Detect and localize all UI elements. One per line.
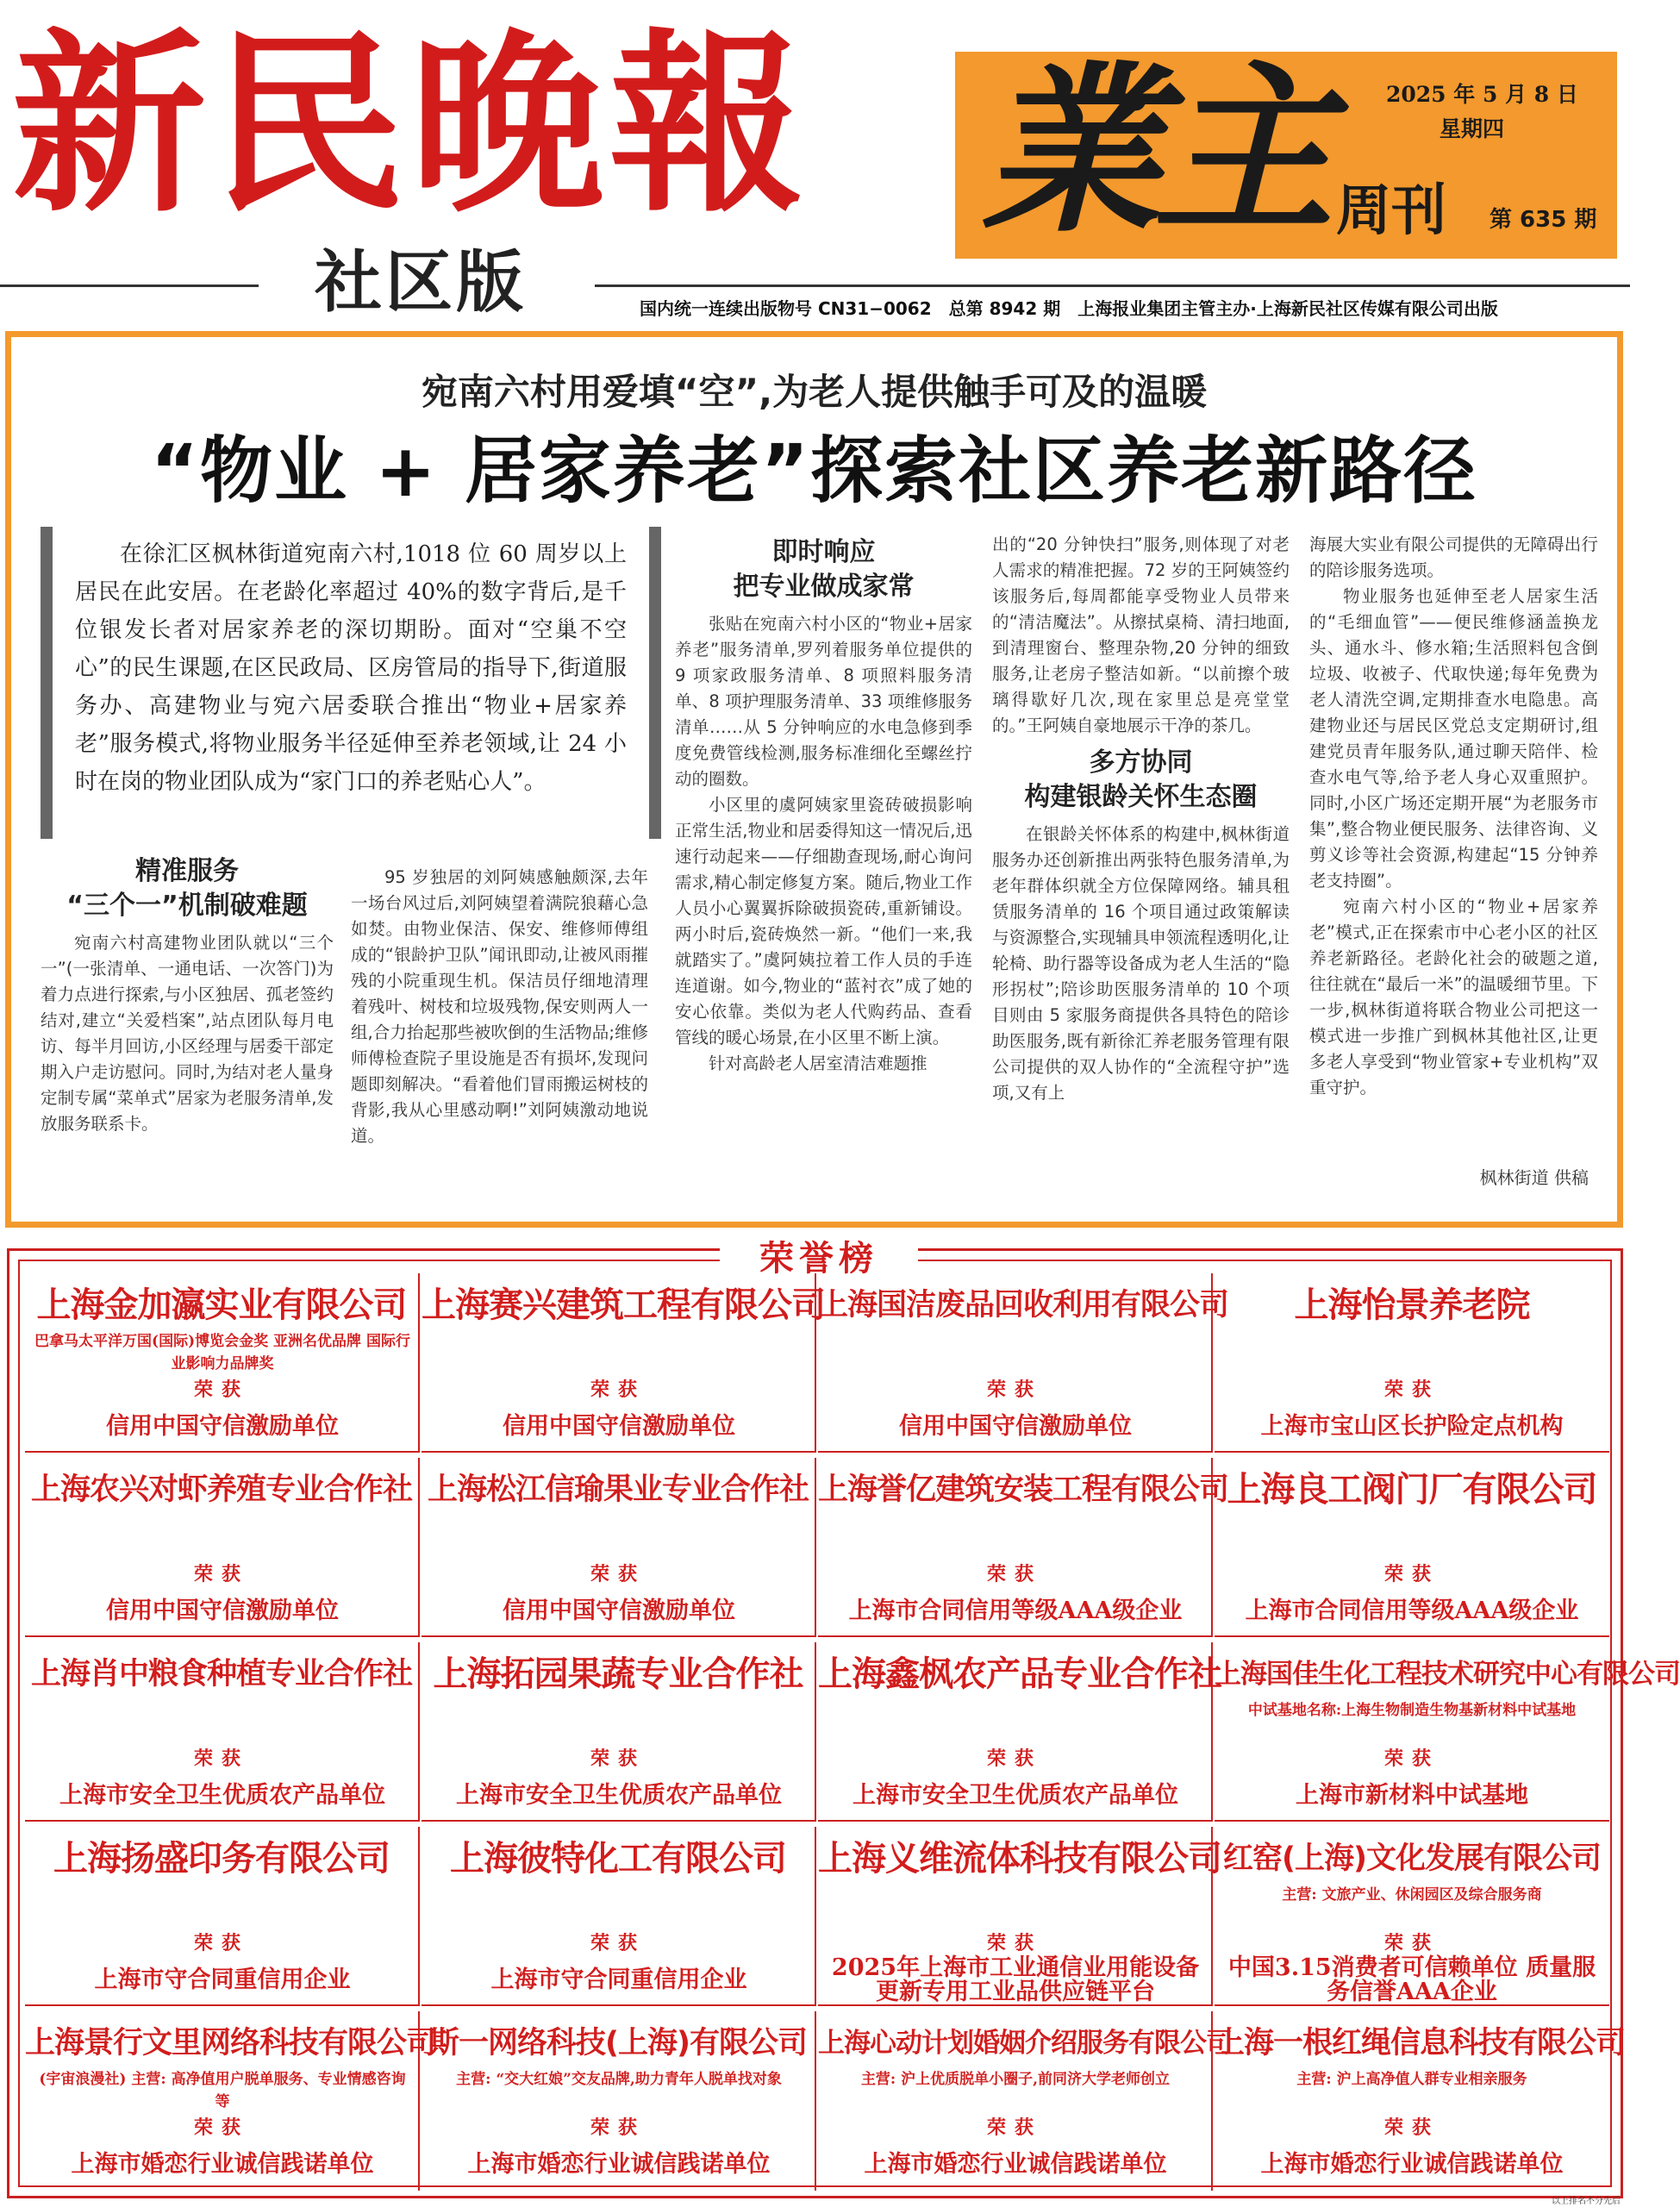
honor-cell: [818, 2011, 1232, 2191]
honor-get-label: 荣获: [1383, 1932, 1440, 1954]
honor-get-label: 荣获: [590, 1379, 646, 1401]
honor-cell: [818, 1642, 1221, 1822]
award-title: 信用中国守信激励单位: [106, 1597, 339, 1624]
section-title: 把专业做成家常: [733, 572, 915, 602]
company-name: 上海一根红绳信息科技有限公司: [1215, 2026, 1626, 2060]
company-name: 上海国佳生化工程技术研究中心有限公司: [1215, 1659, 1680, 1690]
award-title: 信用中国守信激励单位: [503, 1413, 735, 1440]
award-title: 信用中国守信激励单位: [899, 1413, 1132, 1440]
honor-get-label: 荣获: [590, 1563, 646, 1585]
publication-info: 国内统一连续出版物号 CN31−0062 总第 8942 期 上海报业集团主管主办·上海新民社区传媒有限公司出版: [640, 298, 1498, 319]
company-name: 上海赛兴建筑工程有限公司: [422, 1285, 825, 1325]
honor-cell: [25, 1827, 420, 2006]
section-title: 多方协同: [1089, 747, 1193, 778]
honor-get-label: 荣获: [590, 2116, 646, 2139]
company-name: 上海肖中粮食种植专业合作社: [30, 1657, 412, 1691]
issue-date: 2025 年 5 月 8 日: [1386, 82, 1578, 107]
company-name: 上海义维流体科技有限公司: [818, 1839, 1221, 1879]
masthead-rule: [0, 284, 259, 287]
award-title: 上海市合同信用等级AAA级企业: [848, 1597, 1183, 1624]
company-note: 主营: “交大红娘”交友品牌,助力青年人脱单找对象: [456, 2071, 782, 2088]
award-title: 上海市守合同重信用企业: [94, 1966, 351, 1993]
article-paragraph: 宛南六村小区的“物业+居家养老”模式,正在探索市中心老小区的社区养老新路径。老龄化社会的破题之道,往往就在“最后一米”的温暖细节里。下一步,枫林街道将联合物业公司把这一模式进一步推广到枫林其他社区,让更多老人享受到“物业管家+专业机构”双重守护。: [1309, 897, 1598, 1097]
company-note: 主营: 沪上优质脱单小圈子,前同济大学老师创立: [860, 2071, 1171, 2088]
masthead-rule: [595, 284, 1630, 287]
honor-cell: [1215, 1273, 1609, 1453]
honor-cell: [422, 1273, 825, 1453]
article-paragraph: 针对高龄老人居室清洁难题推: [709, 1053, 927, 1073]
newspaper-title: 新民晚報: [12, 11, 809, 239]
award-title: 上海市宝山区长护险定点机构: [1260, 1413, 1564, 1440]
article-column-1: [41, 854, 334, 1199]
company-name: 上海景行文里网络科技有限公司: [25, 2026, 436, 2060]
honor-get-label: 荣获: [193, 1747, 249, 1770]
article-paragraph: 张贴在宛南六村小区的“物业+居家养老”服务清单,罗列着服务单位提供的 9 项家政服务清单、8 项照料服务清单、8 项护理服务清单、33 项维修服务清单……从 5 分钟响应的水电急修到季度免费管线检测,服务标准细化至螺丝拧动的圈数。: [675, 614, 972, 789]
award-title: 信用中国守信激励单位: [503, 1597, 735, 1624]
company-name: 上海金加瀛实业有限公司: [36, 1285, 407, 1325]
award-title: 上海市安全卫生优质农产品单位: [59, 1782, 385, 1809]
section-title: “三个一”机制破难题: [66, 891, 308, 921]
section-title: 构建银龄关怀生态圈: [1024, 782, 1258, 812]
company-note: 主营: 沪上高净值人群专业相亲服务: [1296, 2071, 1527, 2088]
honor-cell: [818, 1458, 1229, 1637]
honor-get-label: 荣获: [1383, 1563, 1440, 1585]
company-name: 上海农兴对虾养殖专业合作社: [30, 1472, 412, 1507]
masthead: [0, 0, 1630, 323]
article-byline: 枫林街道 供稿: [1479, 1167, 1589, 1188]
company-name: 上海良工阀门厂有限公司: [1227, 1470, 1597, 1510]
honor-cell: [1215, 1827, 1609, 2006]
honor-get-label: 荣获: [193, 1932, 249, 1954]
issue-number: 第 635 期: [1490, 207, 1597, 233]
award-title: 上海市婚恋行业诚信践诺单位: [864, 2151, 1167, 2178]
honor-get-label: 荣获: [1383, 2116, 1440, 2139]
honor-get-label: 荣获: [1383, 1747, 1440, 1770]
company-name: 上海拓园果蔬专业合作社: [433, 1654, 803, 1694]
honor-cell: [422, 1458, 816, 1637]
company-name: 上海怡景养老院: [1294, 1285, 1530, 1325]
honor-get-label: 荣获: [986, 1932, 1042, 1954]
company-name: 上海誉亿建筑安装工程有限公司: [818, 1472, 1229, 1507]
supplement-type: 周刊: [1336, 179, 1446, 243]
award-title: 上海市安全卫生优质农产品单位: [456, 1782, 782, 1809]
company-name: 红窑(上海)文化发展有限公司: [1223, 1841, 1601, 1876]
article-paragraph: 宛南六村高建物业团队就以“三个一”(一张清单、一通电话、一次答门)为着力点进行探索,与小区独居、孤老签约结对,建立“关爱档案”,站点团队每月电访、每半月回访,小区经理与居委干部定期入户走访慰问。同时,为结对老人量身定制专属“菜单式”居家为老服务清单,发放服务联系卡。: [41, 933, 334, 1134]
honor-board: [7, 1238, 1680, 2198]
honor-get-label: 荣获: [590, 1932, 646, 1954]
honor-cell: [818, 1827, 1221, 2006]
issue-weekday: 星期四: [1440, 116, 1505, 141]
edition-label: 社区版: [314, 244, 527, 322]
award-title: 上海市守合同重信用企业: [490, 1966, 747, 1993]
honor-get-label: 荣获: [193, 2116, 249, 2139]
honor-cell: [25, 1458, 420, 1637]
award-title: 上海市新材料中试基地: [1296, 1782, 1528, 1809]
honor-cell: [25, 2011, 436, 2191]
honor-cell: [1215, 1458, 1609, 1637]
company-name: 上海国洁废品回收利用有限公司: [818, 1288, 1229, 1322]
article-column-3: [675, 535, 972, 1208]
article-paragraph: 在银龄关怀体系的构建中,枫林街道服务办还创新推出两张特色服务清单,为老年群体织就全方位保障网络。辅具租赁服务清单的 16 个项目通过政策解读与资源整合,实现辅具申领流程透明化,让轮椅、助行器等设备成为老人生活的“隐形拐杖”;陪诊助医服务清单的 10 个项目则由 5 家服务商提供各具特色的陪诊助医服务,既有新徐汇养老服务管理有限公司提供的双人协作的“全流程守护”选项,又有上: [992, 824, 1290, 1103]
feature-article: [5, 331, 1623, 1228]
company-name: 上海心动计划婚姻介绍服务有限公司: [818, 2028, 1232, 2059]
company-note: 中试基地名称:上海生物制造生物基新材料中试基地: [1247, 1702, 1577, 1719]
supplement-title: 業主: [981, 44, 1327, 257]
honor-footnote: 以上排名不分先后: [1552, 2197, 1621, 2206]
honor-board-title: 荣誉榜: [720, 1239, 918, 1279]
section-title: 即时响应: [771, 537, 876, 567]
honor-cell: [1215, 1642, 1680, 1822]
honor-cell: [422, 2011, 816, 2191]
award-title: 上海市婚恋行业诚信践诺单位: [467, 2151, 771, 2178]
honor-get-label: 荣获: [986, 1379, 1042, 1401]
company-name: 上海松江信瑜果业专业合作社: [427, 1472, 809, 1507]
article-headline: “物业 + 居家养老”探索社区养老新路径: [150, 428, 1478, 513]
award-title: 信用中国守信激励单位: [106, 1413, 339, 1440]
article-paragraph: 海展大实业有限公司提供的无障碍出行的陪诊服务选项。: [1309, 535, 1598, 580]
company-note: 主营: 文旅产业、休闲园区及综合服务商: [1282, 1886, 1542, 1904]
honor-cell: [422, 1642, 816, 1822]
honor-cell: [818, 1273, 1229, 1453]
honor-get-label: 荣获: [193, 1563, 249, 1585]
honor-get-label: 荣获: [590, 1747, 646, 1770]
article-column-5: [1309, 532, 1598, 1161]
article-paragraph: 95 岁独居的刘阿姨感触颇深,去年一场台风过后,刘阿姨望着满院狼藉心急如焚。由物业保洁、保安、维修师傅组成的“银龄护卫队”闻讯即动,让被风雨摧残的小院重现生机。保洁员仔细地清理着残叶、树枝和垃圾残物,保安则两人一组,合力抬起那些被吹倒的生活物品;维修师傅检查院子里设施是否有损坏,发现问题即刻解决。“看着他们冒雨搬运树枝的背影,我从心里感动啊!”刘阿姨激动地说道。: [351, 867, 648, 1146]
article-paragraph: 出的“20 分钟快扫”服务,则体现了对老人需求的精准把握。72 岁的王阿姨签约该服务后,每周都能享受物业人员带来的“清洁魔法”。从擦拭桌椅、清扫地面,到清理窗台、整理杂物,20 分钟的细致服务,让老房子整洁如新。“以前擦个玻璃得歇好几次,现在家里总是亮堂堂的。”王阿姨自豪地展示干净的茶几。: [992, 535, 1290, 735]
award-title: 中国3.15消费者可信赖单位 质量服务信誉AAA企业: [1227, 1954, 1596, 2005]
company-name: 上海彼特化工有限公司: [450, 1839, 786, 1879]
article-lead-box: [41, 527, 661, 839]
award-title: 2025年上海市工业通信业用能设备更新专用工业品供应链平台: [831, 1954, 1200, 2005]
honor-cell: [1215, 2011, 1626, 2191]
company-note: 巴拿马太平洋万国(国际)博览会金奖 亚洲名优品牌 国际行业影响力品牌奖: [34, 1333, 410, 1372]
article-kicker: 宛南六村用爱填“空”,为老人提供触手可及的温暖: [421, 371, 1208, 413]
company-name: 上海鑫枫农产品专业合作社: [818, 1654, 1221, 1694]
honor-get-label: 荣获: [986, 2116, 1042, 2139]
honor-get-label: 荣获: [986, 1747, 1042, 1770]
section-title: 精准服务: [135, 856, 239, 886]
award-title: 上海市安全卫生优质农产品单位: [852, 1782, 1178, 1809]
award-title: 上海市合同信用等级AAA级企业: [1245, 1597, 1579, 1624]
company-note: (宇宙浪漫社) 主营: 高净值用户脱单服务、专业情感咨询等: [39, 2071, 406, 2110]
award-title: 上海市婚恋行业诚信践诺单位: [71, 2151, 374, 2178]
article-column-4: [992, 532, 1290, 1204]
article-lead: 在徐汇区枫林街道宛南六村,1018 位 60 周岁以上居民在此安居。在老龄化率超过 40%的数字背后,是千位银发长者对居家养老的深切期盼。面对“空巢不空心”的民生课题,在区民政局、区房管局的指导下,街道服务办、高建物业与宛六居委联合推出“物业+居家养老”服务模式,将物业服务半径延伸至养老领域,让 24 小时在岗的物业团队成为“家门口的养老贴心人”。: [75, 541, 627, 795]
honor-get-label: 荣获: [986, 1563, 1042, 1585]
company-name: 斯一网络科技(上海)有限公司: [429, 2026, 807, 2060]
article-paragraph: 小区里的虞阿姨家里瓷砖破损影响正常生活,物业和居委得知这一情况后,迅速行动起来——仔细勘查现场,耐心询问需求,精心制定修复方案。随后,物业工作人员小心翼翼拆除破损瓷砖,重新铺设。两小时后,瓷砖焕然一新。“他们一来,我就踏实了。”虞阿姨拉着工作人员的手连连道谢。如今,物业的“蓝衬衣”成了她的安心依靠。类似为老人代购药品、查看管线的暖心场景,在小区里不断上演。: [675, 795, 972, 1047]
honor-cell: [422, 1827, 816, 2006]
supplement-banner: [955, 44, 1617, 259]
article-paragraph: 物业服务也延伸至老人居家生活的“毛细血管”——便民维修涵盖换龙头、通水斗、修水箱;生活照料包含倒垃圾、收被子、代取快递;每年免费为老人清洗空调,定期排查水电隐患。高建物业还与居民区党总支定期研讨,组建党员青年服务队,通过聊天陪伴、检查水电气等,给予老人身心双重照护。同时,小区广场还定期开展“为老服务市集”,整合物业便民服务、法律咨询、义剪义诊等社会资源,构建起“15 分钟养老支持圈”。: [1309, 586, 1598, 891]
article-column-2: [351, 865, 648, 1201]
honor-grid: [18, 1238, 1680, 2187]
honor-get-label: 荣获: [1383, 1379, 1440, 1401]
honor-cell: [25, 1273, 420, 1453]
honor-cell: [25, 1642, 420, 1822]
company-name: 上海扬盛印务有限公司: [53, 1839, 390, 1879]
honor-get-label: 荣获: [193, 1379, 249, 1401]
award-title: 上海市婚恋行业诚信践诺单位: [1260, 2151, 1564, 2178]
